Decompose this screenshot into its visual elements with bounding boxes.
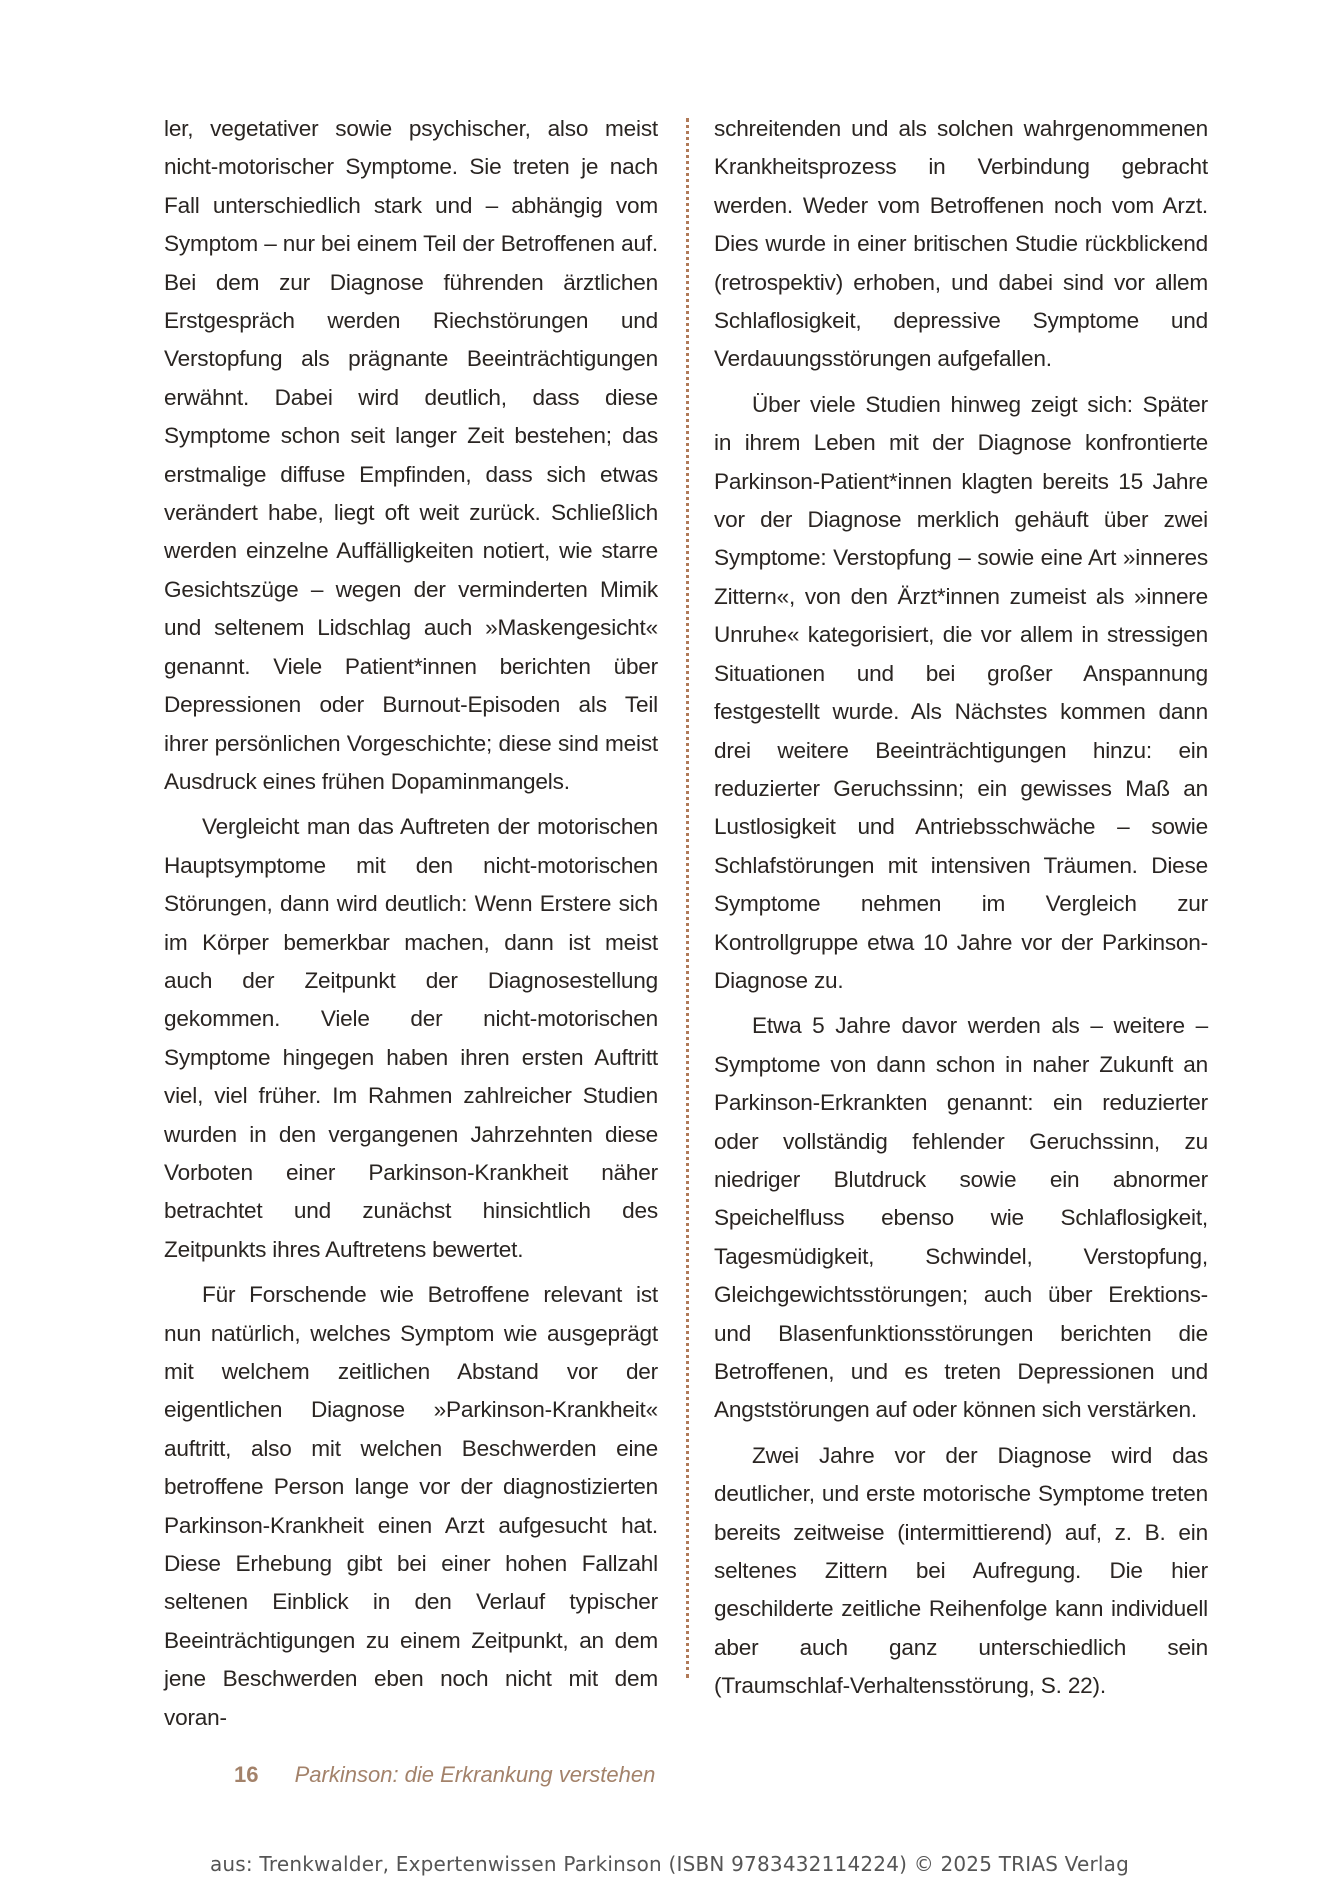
right-paragraph-1: schreitenden und als solchen wahrgenommenen Krankheitsprozess in Verbindung gebracht werden. Weder vom Betroffenen noch vom Arzt. Dies wurde in einer britischen Studie rückblickend (retrospektiv) erhoben, und dabei sind vor allem Schlaflosigkeit, depressive Symptome und Verdauungsstörungen aufgefallen. (714, 116, 1208, 372)
left-paragraph-1: ler, vegetativer sowie psychischer, also meist nicht-motorischer Symptome. Sie treten je nach Fall unterschiedlich stark und – abhängig vom Symptom – nur bei einem Teil der Betroffenen auf. Bei dem zur Diagnose führenden ärztlichen Erstgespräch werden Riechstörungen und Verstopfung als prägnante Beeinträchtigungen erwähnt. Dabei wird deutlich, dass diese Symptome schon seit langer Zeit bestehen; das erstmalige diffuse Empfinden, dass sich etwas verändert habe, liegt oft weit zurück. Schließlich werden einzelne Auffälligkeiten notiert, wie starre Gesichtszüge – wegen der verminderten Mimik und seltenem Lidschlag auch »Maskengesicht« genannt. Viele Patient*innen berichten über Depressionen oder Burnout-Episoden als Teil ihrer persönlichen Vorgeschichte; diese sind meist Ausdruck eines frühen Dopaminmangels. (164, 116, 658, 794)
right-paragraph-2: Über viele Studien hinweg zeigt sich: Später in ihrem Leben mit der Diagnose konfrontierte Parkinson-Patient*innen klagten bereits 15 Jahre vor der Diagnose merklich gehäuft über zwei Symptome: Verstopfung – sowie eine Art »inneres Zittern«, von den Ärzt*innen zumeist als »innere Unruhe« kategorisiert, die vor allem in stressigen Situationen und bei großer Anspannung festgestellt wurde. Als Nächstes kommen dann drei weitere Beeinträchtigungen hinzu: ein reduzierter Geruchssinn; ein gewisses Maß an Lustlosigkeit und Antriebsschwäche – sowie Schlafstörungen mit intensiven Träumen. Diese Symptome nehmen im Vergleich zur Kontrollgruppe etwa 10 Jahre vor der Parkinson-Diagnose zu. (714, 391, 1208, 993)
source-citation: aus: Trenkwalder, Expertenwissen Parkinson (ISBN 9783432114224) © 2025 TRIAS Verlag (209, 1852, 1130, 1876)
left-paragraph-3: Für Forschende wie Betroffene relevant ist nun natürlich, welches Symptom wie ausgeprägt mit welchem zeitlichen Abstand vor der eigentlichen Diagnose »Parkinson-Krankheit« auftritt, also mit welchen Beschwerden eine betroffene Person lange vor der diagnostizierten Parkinson-Krankheit einen Arzt aufgesucht hat. Diese Erhebung gibt bei einer hohen Fallzahl seltenen Einblick in den Verlauf typischer Beeinträchtigungen zu einem Zeitpunkt, an dem jene Beschwerden eben noch nicht mit dem voran- (164, 1282, 658, 1730)
page-number: 16 (234, 1762, 259, 1787)
left-paragraph-2: Vergleicht man das Auftreten der motorischen Hauptsymptome mit den nicht-motorischen Störungen, dann wird deutlich: Wenn Erstere sich im Körper bemerkbar machen, dann ist meist auch der Zeitpunkt der Diagnosestellung gekommen. Viele der nicht-motorischen Symptome hingegen haben ihren ersten Auftritt viel, viel früher. Im Rahmen zahlreicher Studien wurden in den vergangenen Jahrzehnten diese Vorboten einer Parkinson-Krankheit näher betrachtet und zunächst hinsichtlich des Zeitpunkts ihres Auftretens bewertet. (164, 814, 658, 1262)
running-title: Parkinson: die Erkrankung verstehen (294, 1762, 656, 1787)
right-paragraph-3: Etwa 5 Jahre davor werden als – weitere – Symptome von dann schon in naher Zukunft an Parkinson-Erkrankten genannt: ein reduzierter oder vollständig fehlender Geruchssinn, zu niedriger Blutdruck sowie ein abnormer Speichelfluss ebenso wie Schlaflosigkeit, Tagesmüdigkeit, Schwindel, Verstopfung, Gleichgewichtsstörungen; auch über Erektions- und Blasenfunktionsstörungen berichten die Betroffenen, und es treten Depressionen und Angststörungen auf oder können sich verstärken. (714, 1013, 1208, 1423)
page-footer (234, 1762, 655, 1788)
left-column (164, 110, 658, 1737)
column-divider (686, 118, 689, 1678)
right-column (714, 110, 1208, 1706)
right-paragraph-4: Zwei Jahre vor der Diagnose wird das deutlicher, und erste motorische Symptome treten bereits zeitweise (intermittierend) auf, z. B. ein seltenes Zittern bei Aufregung. Die hier geschilderte zeitliche Reihenfolge kann individuell aber auch ganz unterschiedlich sein (Traumschlaf-Verhaltensstörung, S. 22). (714, 1442, 1208, 1699)
